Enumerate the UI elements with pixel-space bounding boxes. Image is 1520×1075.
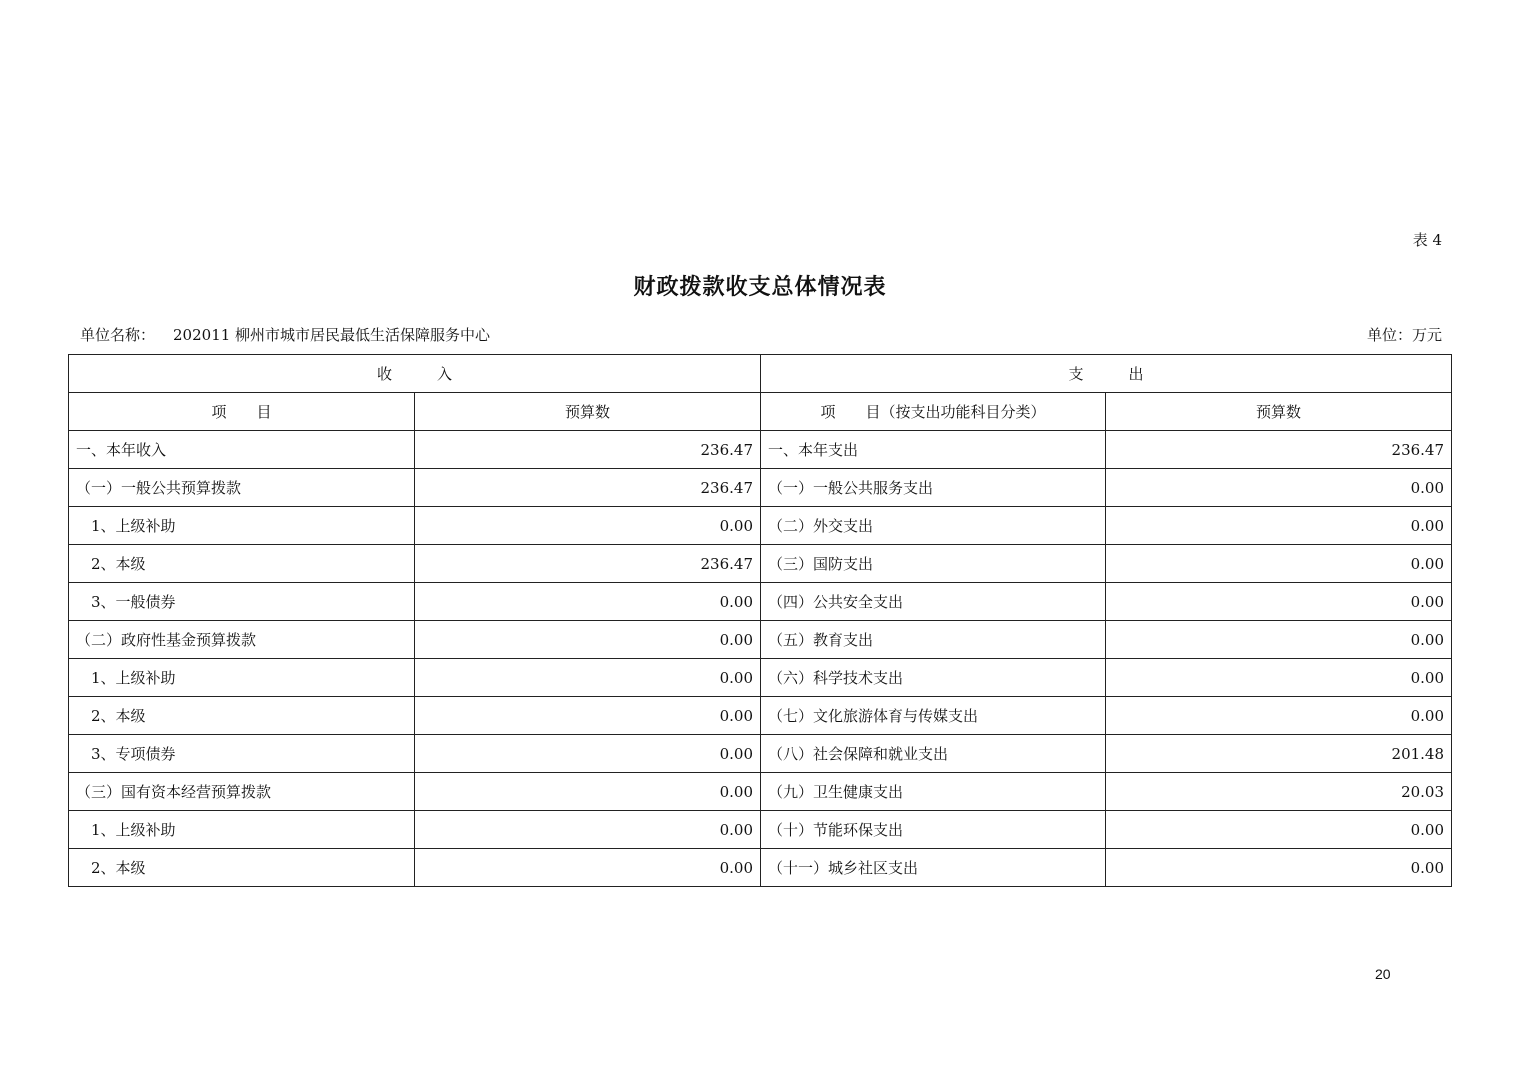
header-income-budget: 预算数 [415, 393, 761, 431]
table-row [69, 735, 1452, 773]
table-row [69, 583, 1452, 621]
table-row [69, 659, 1452, 697]
income-value: 0.00 [415, 659, 761, 697]
expense-value: 20.03 [1106, 773, 1452, 811]
table-row [69, 507, 1452, 545]
income-value: 236.47 [415, 469, 761, 507]
income-value: 0.00 [415, 583, 761, 621]
header-expense-item: 项 目（按支出功能科目分类） [761, 393, 1106, 431]
expense-value: 0.00 [1106, 545, 1452, 583]
income-item: 2、本级 [69, 697, 415, 735]
income-item: 1、上级补助 [69, 659, 415, 697]
expense-item: （四）公共安全支出 [761, 583, 1106, 621]
table-row [69, 773, 1452, 811]
header-row-sub [69, 393, 1452, 431]
expense-item: （十一）城乡社区支出 [761, 849, 1106, 887]
expense-value: 201.48 [1106, 735, 1452, 773]
income-item: 一、本年收入 [69, 431, 415, 469]
income-item: （二）政府性基金预算拨款 [69, 621, 415, 659]
unit-info-row [80, 324, 1442, 345]
income-item: 3、一般债券 [69, 583, 415, 621]
table-row [69, 431, 1452, 469]
income-value: 0.00 [415, 735, 761, 773]
income-item: 1、上级补助 [69, 507, 415, 545]
table-row [69, 469, 1452, 507]
header-expense-budget: 预算数 [1106, 393, 1452, 431]
income-value: 0.00 [415, 811, 761, 849]
table-row [69, 545, 1452, 583]
income-item: 2、本级 [69, 545, 415, 583]
income-value: 0.00 [415, 773, 761, 811]
income-value: 0.00 [415, 621, 761, 659]
header-expense: 支 出 [761, 355, 1452, 393]
table-row [69, 849, 1452, 887]
income-item: 2、本级 [69, 849, 415, 887]
header-income-item: 项 目 [69, 393, 415, 431]
expense-value: 0.00 [1106, 507, 1452, 545]
page-number: 20 [1375, 966, 1391, 982]
income-item: 1、上级补助 [69, 811, 415, 849]
expense-item: （五）教育支出 [761, 621, 1106, 659]
expense-item: （八）社会保障和就业支出 [761, 735, 1106, 773]
expense-item: 一、本年支出 [761, 431, 1106, 469]
header-row-main [69, 355, 1452, 393]
organization-info [80, 324, 490, 345]
table-row [69, 697, 1452, 735]
income-item: （一）一般公共预算拨款 [69, 469, 415, 507]
expense-value: 0.00 [1106, 621, 1452, 659]
income-value: 0.00 [415, 849, 761, 887]
expense-value: 0.00 [1106, 659, 1452, 697]
expense-item: （七）文化旅游体育与传媒支出 [761, 697, 1106, 735]
expense-value: 0.00 [1106, 849, 1452, 887]
page-title: 财政拨款收支总体情况表 [633, 275, 887, 300]
expense-item: （一）一般公共服务支出 [761, 469, 1106, 507]
income-item: （三）国有资本经营预算拨款 [69, 773, 415, 811]
income-value: 236.47 [415, 431, 761, 469]
table-row [69, 811, 1452, 849]
finance-table [68, 354, 1452, 887]
income-value: 0.00 [415, 697, 761, 735]
organization-name: 202011 柳州市城市居民最低生活保障服务中心 [173, 326, 491, 344]
expense-value: 0.00 [1106, 469, 1452, 507]
income-value: 236.47 [415, 545, 761, 583]
table-row [69, 621, 1452, 659]
income-item: 3、专项债券 [69, 735, 415, 773]
expense-item: （十）节能环保支出 [761, 811, 1106, 849]
expense-item: （二）外交支出 [761, 507, 1106, 545]
expense-item: （九）卫生健康支出 [761, 773, 1106, 811]
expense-value: 0.00 [1106, 583, 1452, 621]
expense-value: 0.00 [1106, 697, 1452, 735]
organization-label: 单位名称： [80, 326, 156, 344]
expense-value: 236.47 [1106, 431, 1452, 469]
expense-value: 0.00 [1106, 811, 1452, 849]
expense-item: （三）国防支出 [761, 545, 1106, 583]
expense-item: （六）科学技术支出 [761, 659, 1106, 697]
currency-unit: 单位：万元 [1366, 326, 1442, 344]
header-income: 收 入 [69, 355, 761, 393]
income-value: 0.00 [415, 507, 761, 545]
table-number: 表 4 [1412, 231, 1442, 249]
